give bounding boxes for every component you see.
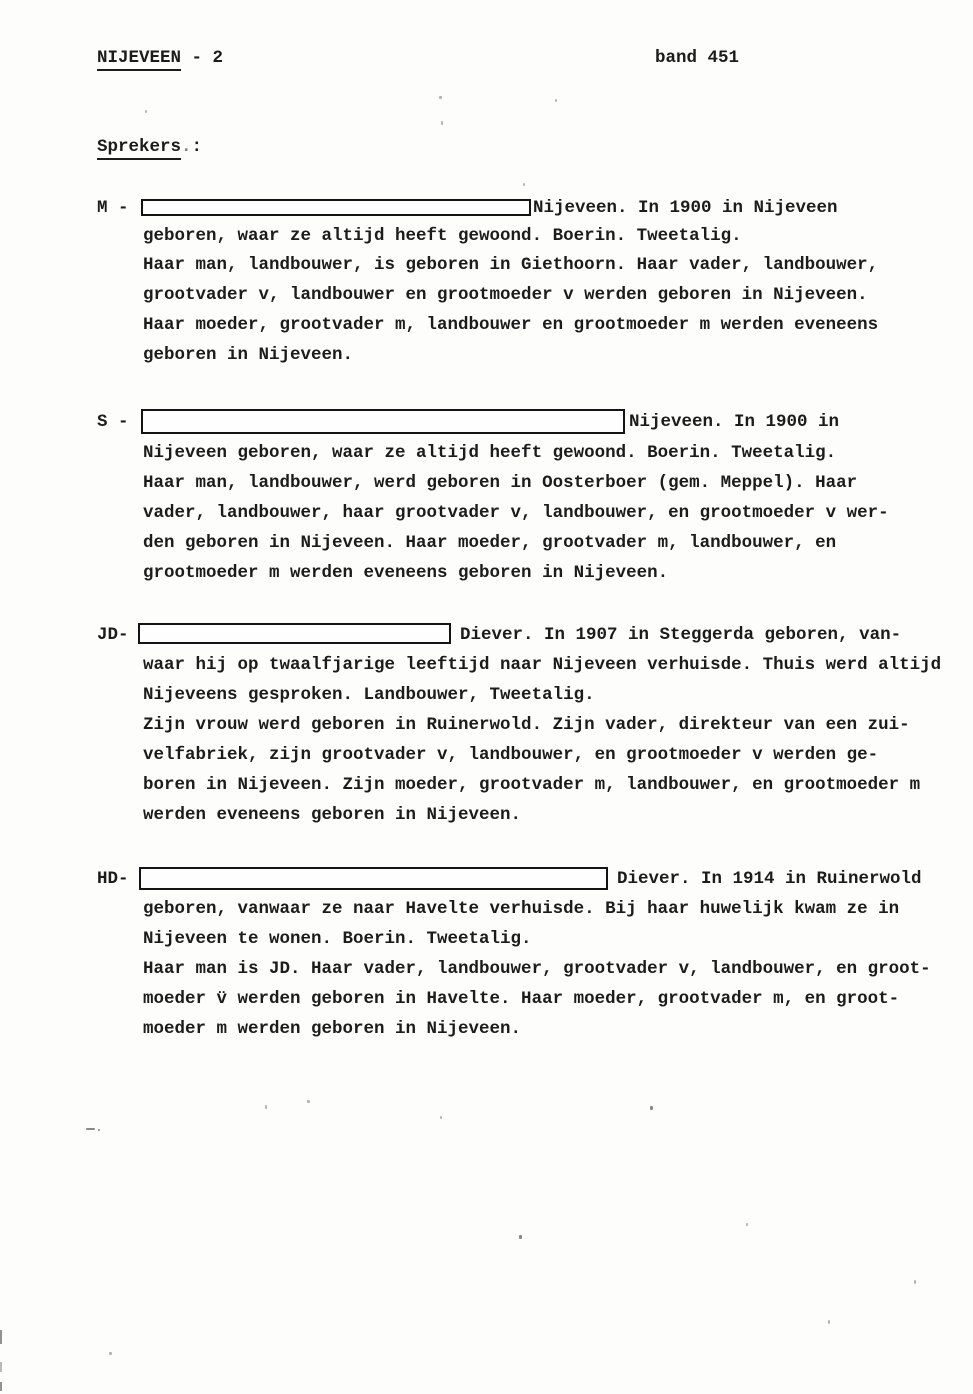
scan-speck bbox=[440, 1116, 442, 1119]
text-line: moeder v̈ werden geboren in Havelte. Haar moeder, grootvader m, en groot- bbox=[143, 989, 900, 1009]
text-line: geboren, waar ze altijd heeft gewoond. Boerin. Tweetalig. bbox=[143, 226, 742, 246]
scan-speck bbox=[439, 96, 442, 99]
scan-speck bbox=[145, 110, 147, 113]
text-line: moeder m werden geboren in Nijeveen. bbox=[143, 1019, 522, 1039]
text-line: Nijeveen. In 1900 in Nijeveen bbox=[533, 198, 838, 218]
speaker-code: M - bbox=[97, 198, 129, 218]
document-title bbox=[97, 48, 223, 68]
text-line: Nijeveens gesproken. Landbouwer, Tweetalig. bbox=[143, 685, 595, 705]
text-line: den geboren in Nijeveen. Haar moeder, grootvader m, landbouwer, en bbox=[143, 533, 837, 553]
scan-speck bbox=[914, 1280, 916, 1284]
scan-edge-mark bbox=[0, 1362, 2, 1372]
scan-speck bbox=[519, 1235, 522, 1239]
speaker-code: JD- bbox=[97, 625, 129, 645]
text-line: Haar man is JD. Haar vader, landbouwer, grootvader v, landbouwer, en groot- bbox=[143, 959, 931, 979]
band-number: band 451 bbox=[655, 48, 740, 68]
scan-speck bbox=[746, 1223, 748, 1226]
speaker-code: HD- bbox=[97, 869, 129, 889]
text-line: boren in Nijeveen. Zijn moeder, grootvader m, landbouwer, en grootmoeder m bbox=[143, 775, 921, 795]
text-line: Nijeveen geboren, waar ze altijd heeft gewoond. Boerin. Tweetalig. bbox=[143, 443, 837, 463]
speakers-heading-colon: : bbox=[191, 137, 203, 157]
text-line: Zijn vrouw werd geboren in Ruinerwold. Zijn vader, direkteur van een zui- bbox=[143, 715, 910, 735]
speakers-heading-underlined: Sprekers bbox=[97, 137, 181, 160]
scan-speck bbox=[555, 99, 557, 102]
redaction-box bbox=[141, 199, 531, 216]
scan-speck bbox=[265, 1105, 267, 1109]
text-line: Diever. In 1907 in Steggerda geboren, van- bbox=[460, 625, 902, 645]
text-line: Diever. In 1914 in Ruinerwold bbox=[617, 869, 922, 889]
speakers-heading bbox=[97, 137, 202, 157]
text-line: Nijeveen te wonen. Boerin. Tweetalig. bbox=[143, 929, 532, 949]
scan-speck bbox=[441, 121, 443, 125]
text-line: waar hij op twaalfjarige leeftijd naar Nijeveen verhuisde. Thuis werd altijd bbox=[143, 655, 942, 675]
scan-speck bbox=[650, 1106, 653, 1110]
scan-edge-mark bbox=[0, 1330, 2, 1344]
document-title-underlined: NIJEVEEN bbox=[97, 48, 181, 71]
stray-mark: . bbox=[181, 137, 192, 157]
document-title-suffix: - 2 bbox=[181, 48, 224, 68]
scan-speck bbox=[828, 1320, 830, 1324]
scan-dash-mark bbox=[86, 1128, 95, 1130]
text-line: Nijeveen. In 1900 in bbox=[629, 412, 840, 432]
text-line: Haar moeder, grootvader m, landbouwer en grootmoeder m werden eveneens bbox=[143, 315, 879, 335]
scan-speck bbox=[523, 183, 525, 186]
scan-speck bbox=[307, 1100, 310, 1103]
text-line: Haar man, landbouwer, werd geboren in Oosterboer (gem. Meppel). Haar bbox=[143, 473, 858, 493]
scan-speck bbox=[109, 1352, 112, 1355]
text-line: grootmoeder m werden eveneens geboren in Nijeveen. bbox=[143, 563, 669, 583]
scan-edge-mark bbox=[0, 1382, 2, 1391]
text-line: velfabriek, zijn grootvader v, landbouwer, en grootmoeder v werden ge- bbox=[143, 745, 879, 765]
scan-speck bbox=[98, 1129, 100, 1131]
redaction-box bbox=[141, 409, 625, 434]
text-line: vader, landbouwer, haar grootvader v, landbouwer, en grootmoeder v wer- bbox=[143, 503, 889, 523]
text-line: grootvader v, landbouwer en grootmoeder v werden geboren in Nijeveen. bbox=[143, 285, 868, 305]
text-line: werden eveneens geboren in Nijeveen. bbox=[143, 805, 522, 825]
speaker-code: S - bbox=[97, 412, 129, 432]
redaction-box bbox=[138, 623, 451, 644]
text-line: geboren, vanwaar ze naar Havelte verhuisde. Bij haar huwelijk kwam ze in bbox=[143, 899, 900, 919]
text-line: Haar man, landbouwer, is geboren in Giethoorn. Haar vader, landbouwer, bbox=[143, 255, 879, 275]
text-line: geboren in Nijeveen. bbox=[143, 345, 354, 365]
redaction-box bbox=[139, 867, 608, 890]
